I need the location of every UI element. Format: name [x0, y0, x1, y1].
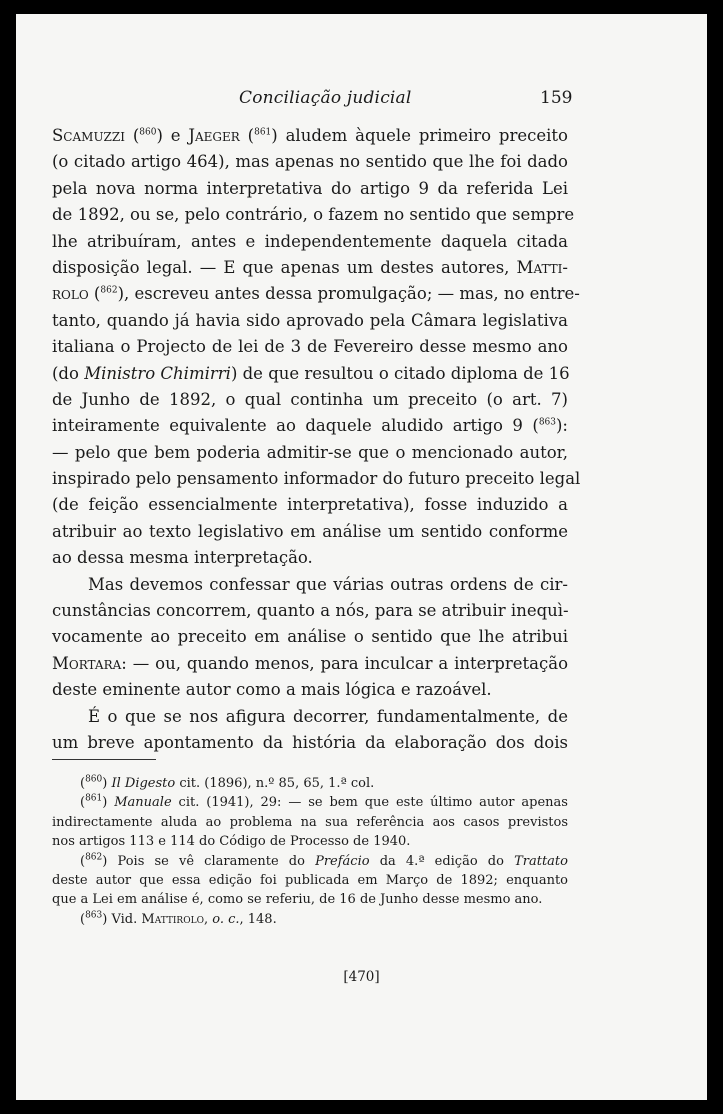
- paragraph-1-line: [52, 255, 568, 281]
- paragraph-2-line: cunstâncias concorrem, quanto a nós, para se atribuir inequì-: [52, 601, 569, 621]
- footnote-863: ($^{863}$) Vid. Mattirolo, o. c., 148.: [80, 910, 277, 927]
- footnote-ref: 861: [254, 127, 272, 138]
- page-number: 159: [540, 88, 573, 108]
- paragraph-3-line: É o que se nos afigura decorrer, fundamentalmente, de: [88, 706, 568, 726]
- footnote-ref: 860: [139, 127, 157, 138]
- footnote-number: 860: [85, 774, 103, 785]
- paragraph-1-line: inspirado pelo pensamento informador do futuro preceito legal: [52, 469, 581, 489]
- text-run: da 4.ª edição do: [369, 853, 515, 869]
- paragraph-1-line: lhe atribuíram, antes e independentemente daquela citada: [52, 231, 568, 251]
- text-run: , escreveu antes dessa promulgação; — mas, no entre-: [124, 284, 580, 304]
- text-run: Pois se vê claramente do: [117, 853, 316, 869]
- footnote-862-line: que a Lei em análise é, como se referiu, de 16 de Junho desse mesmo ano.: [52, 892, 543, 908]
- footnote-number: 861: [85, 794, 103, 805]
- footnote-number: 863: [85, 910, 103, 921]
- text-run: : — ou, quando menos, para inculcar a interpretação: [121, 653, 568, 673]
- paragraph-1-line: ao dessa mesma interpretação.: [52, 548, 313, 568]
- paragraph-2-line: [52, 651, 568, 677]
- author-name: rolo: [52, 284, 89, 304]
- paragraph-1-line: pela nova norma interpretativa do artigo 9 da referida Lei: [52, 178, 568, 198]
- paragraph-1-line: (de feição essencialmente interpretativa), fosse induzido a: [52, 495, 568, 515]
- paragraph-3-line: um breve apontamento da história da elaboração dos dois: [52, 732, 568, 752]
- text-run: cit. (1896), n.º 85, 65, 1.ª col.: [175, 776, 375, 791]
- footnote-861-line: nos artigos 113 e 114 do Código de Processo de 1940.: [52, 834, 411, 850]
- text-run: inteiramente equivalente ao daquele aludido artigo 9 (: [52, 416, 539, 436]
- text-run: ,: [203, 911, 213, 927]
- author-name: Matti-: [516, 257, 568, 277]
- paragraph-1-line: tanto, quando já havia sido aprovado pela Câmara legislativa: [52, 310, 568, 330]
- footnote-862-line: deste autor que essa edição foi publicada em Março de 1892; enquanto: [52, 872, 568, 888]
- footnote-860: ($^{860}$) Il Digesto cit. (1896), n.º 85, 65, 1.ª col.: [80, 774, 375, 791]
- author-name: Mortara: [52, 653, 122, 673]
- paragraph-1-line: (o citado artigo 464), mas apenas no sentido que lhe foi dado: [52, 152, 568, 172]
- book-page: [16, 14, 707, 1100]
- footnote-number: 862: [85, 852, 103, 863]
- footnote-861-line: indirectamente aluda ao problema na sua referência aos casos previstos: [52, 814, 568, 830]
- paragraph-1-line: de Junho de 1892, o qual continha um preceito (o art. 7): [52, 389, 568, 409]
- text-run: Vid.: [111, 911, 142, 927]
- italic-abbrev: o. c.: [212, 911, 240, 927]
- author-name: Mattirolo: [141, 911, 204, 927]
- paragraph-1-line: Scamuzzi ($^{860}$) e Jaeger ($^{861}$) aludem àquele primeiro preceito: [52, 126, 568, 145]
- italic-title: Ministro Chimirri: [84, 363, 231, 383]
- text-run: ) de que resultou o citado diploma de 16: [230, 363, 570, 383]
- paragraph-2-line: deste eminente autor como a mais lógica e razoável.: [52, 680, 492, 700]
- italic-title: Manuale: [114, 795, 172, 811]
- text-run: ):: [556, 416, 568, 436]
- text-run: e: [162, 126, 189, 145]
- footnote-ref: 862: [100, 285, 118, 296]
- page-header: [16, 88, 707, 114]
- paragraph-1-line: — pelo que bem poderia admitir-se que o mencionado autor,: [52, 442, 568, 462]
- text-run: disposição legal. — E que apenas um destes autores,: [52, 257, 517, 277]
- running-title: Conciliação judicial: [239, 88, 412, 108]
- footnote-861: ($^{861}$) Manuale cit. (1941), 29: — se bem que este último autor apenas: [80, 794, 568, 811]
- italic-title: Trattato: [514, 853, 568, 869]
- text-run: , 148.: [239, 911, 277, 927]
- paragraph-2-line: vocamente ao preceito em análise o sentido que lhe atribui: [52, 627, 568, 647]
- paragraph-1-line: rolo ($^{862}$), escreveu antes dessa promulgação; — mas, no entre-: [52, 284, 580, 304]
- paragraph-1-line: [52, 361, 568, 387]
- body-text: [52, 123, 581, 756]
- author-name: Jaeger: [188, 126, 240, 145]
- italic-title: Prefácio: [315, 853, 370, 869]
- footnote-862: ($^{862}$) Pois se vê claramente do Prefácio da 4.ª edição do Trattato: [80, 852, 568, 869]
- footnotes: [52, 774, 568, 929]
- text-run: (do: [52, 363, 85, 383]
- italic-title: Il Digesto: [111, 776, 176, 791]
- paragraph-1-line: atribuir ao texto legislativo em análise um sentido conforme: [52, 521, 568, 541]
- paragraph-1-line: [52, 413, 568, 439]
- text-run: aludem àquele primeiro preceito: [277, 126, 568, 145]
- text-run: cit. (1941), 29: — se bem que este último autor apenas: [171, 795, 568, 811]
- footnote-ref: 863: [538, 417, 556, 428]
- paragraph-2-line: Mas devemos confessar que várias outras ordens de cir-: [88, 574, 568, 594]
- bottom-page-reference: [470]: [343, 969, 380, 985]
- footnote-divider: [52, 759, 156, 760]
- paragraph-1-line: italiana o Projecto de lei de 3 de Fevereiro desse mesmo ano: [52, 337, 568, 357]
- paragraph-1-line: de 1892, ou se, pelo contrário, o fazem no sentido que sempre: [52, 205, 575, 225]
- author-name: Scamuzzi: [52, 126, 125, 145]
